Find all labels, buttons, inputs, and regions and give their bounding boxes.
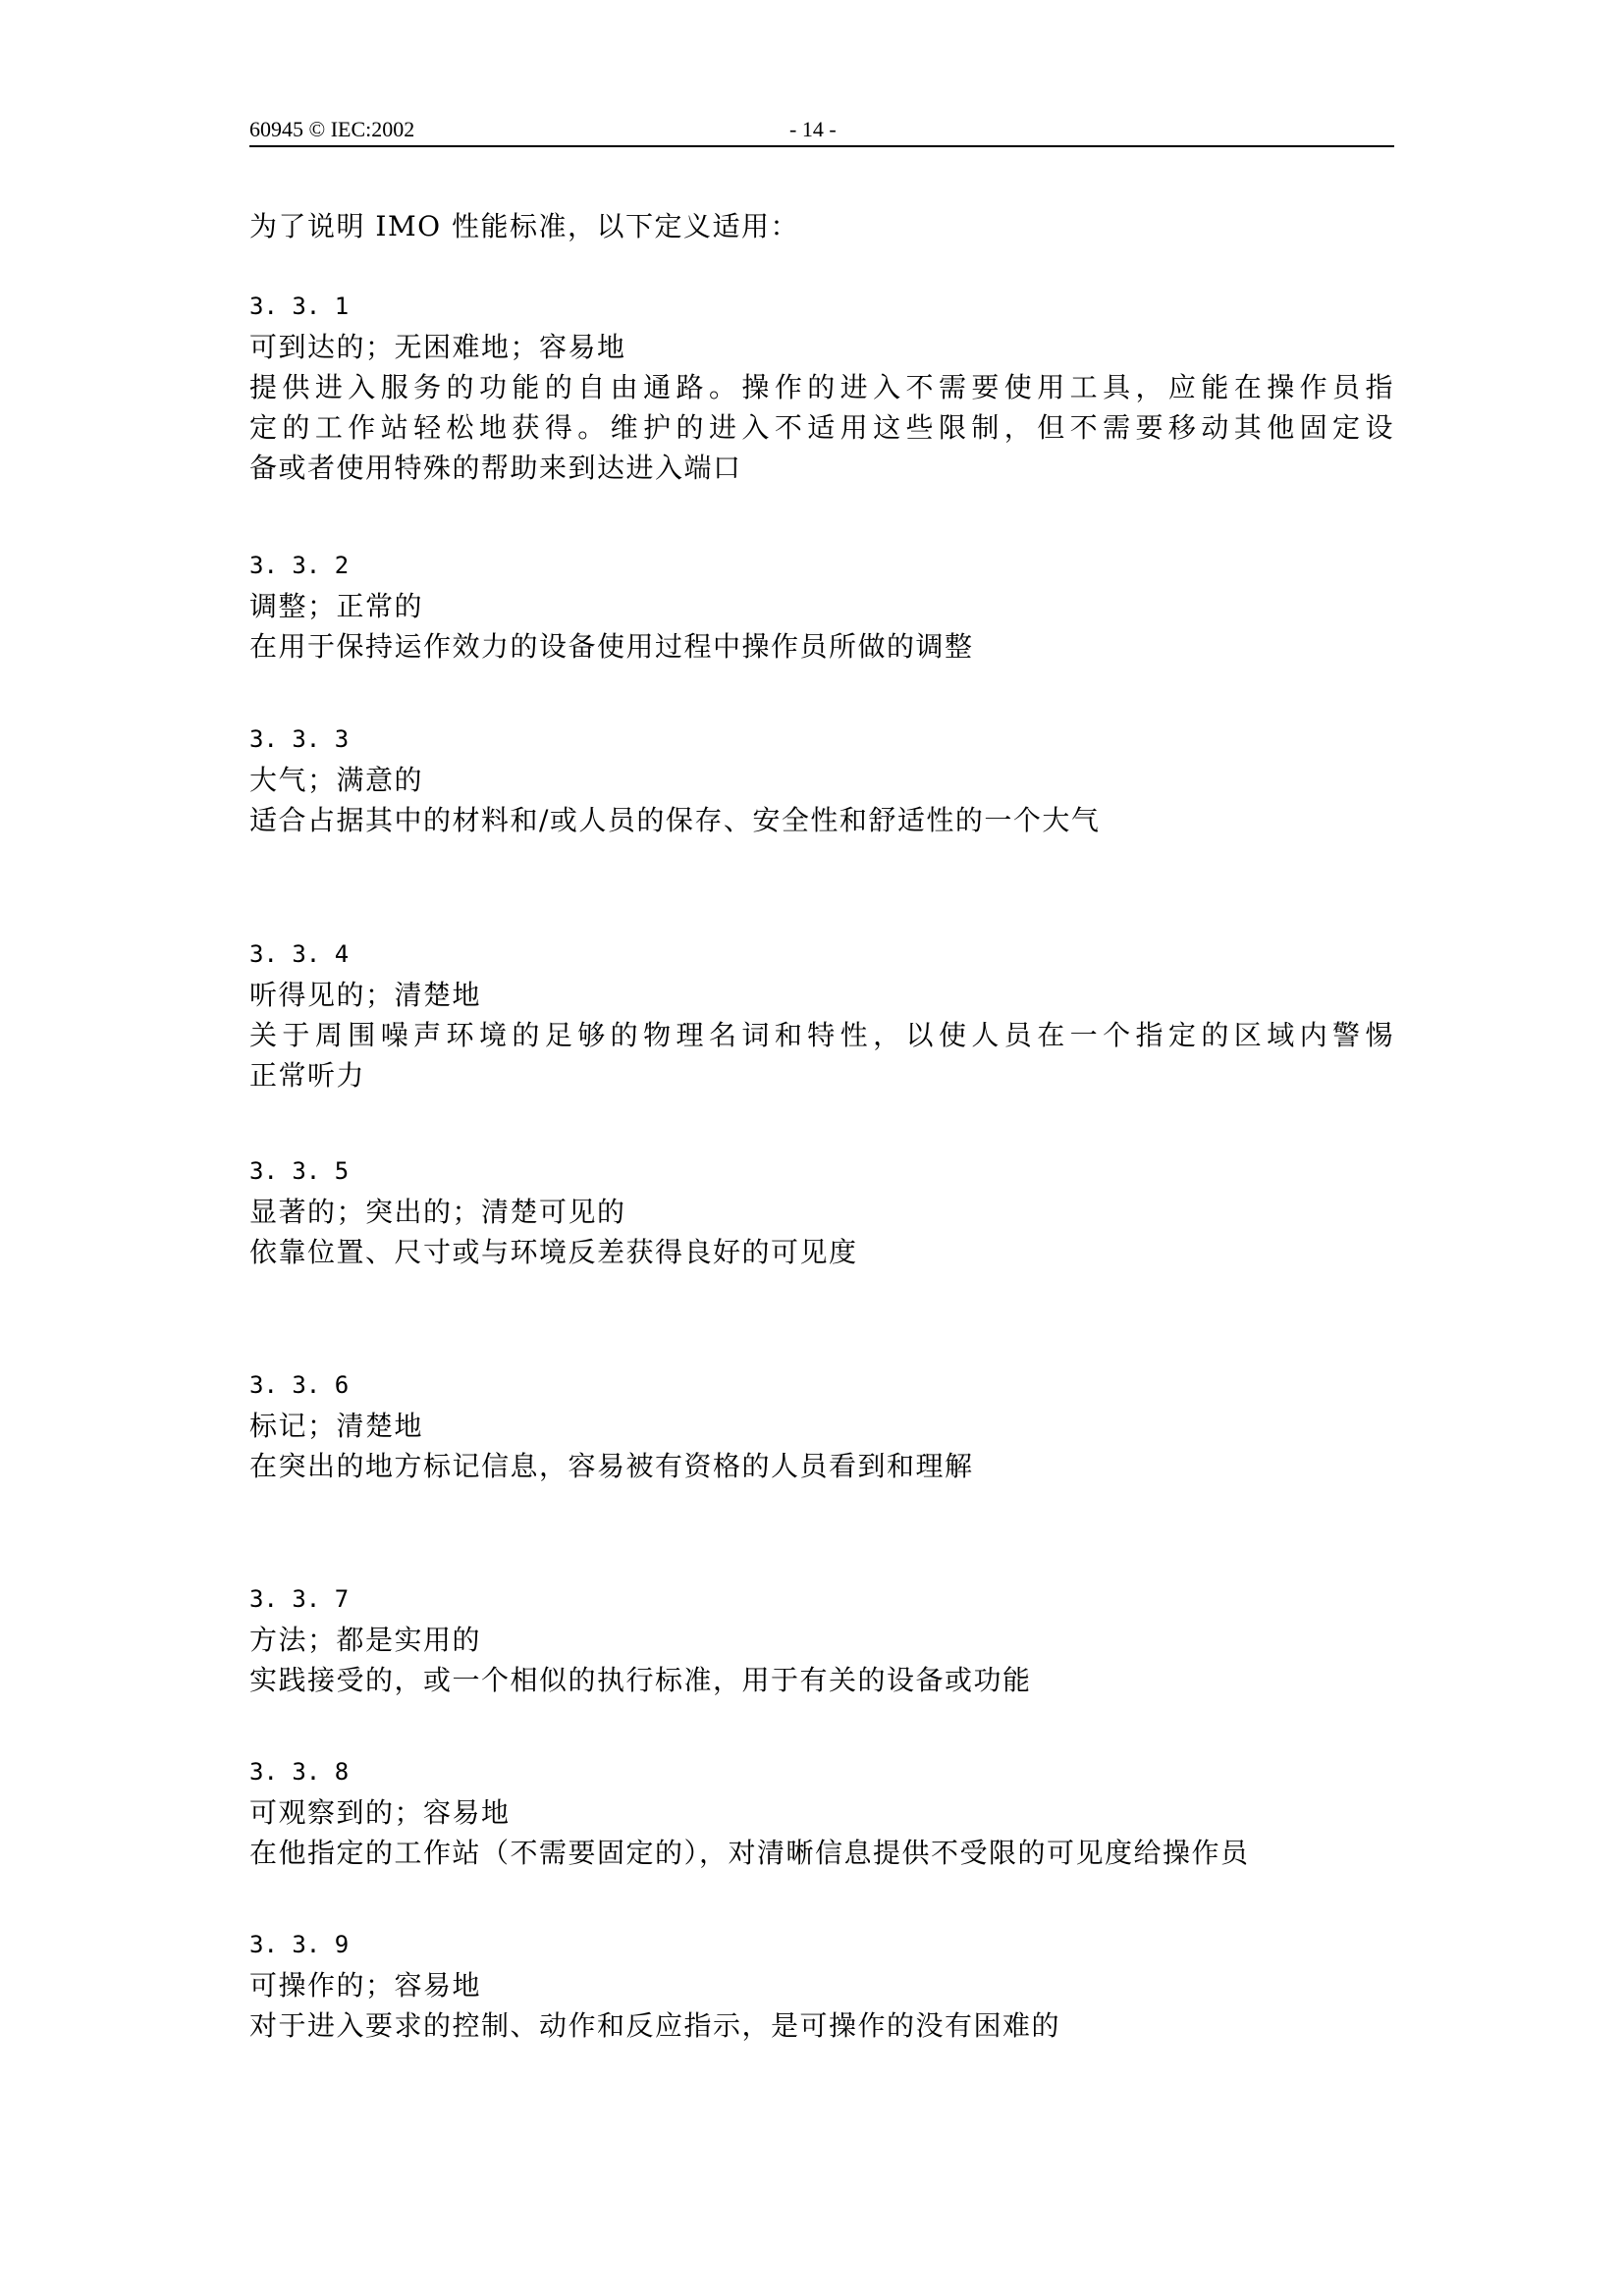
clause-definition-line: 在他指定的工作站（不需要固定的），对清晰信息提供不受限的可见度给操作员 — [249, 1837, 1250, 1869]
clause-term: 方法；都是实用的 — [249, 1624, 482, 1656]
clause-3-3-3 — [249, 720, 1100, 840]
clause-definition-line: 正常听力 — [249, 1059, 366, 1092]
clause-definition-line: 实践接受的，或一个相似的执行标准，用于有关的设备或功能 — [249, 1664, 1032, 1696]
clause-3-3-4 — [249, 934, 1394, 1095]
clause-term: 显著的；突出的；清楚可见的 — [249, 1196, 626, 1228]
clause-number: 3. 3. 8 — [249, 1758, 350, 1786]
clause-definition-line: 适合占据其中的材料和/或人员的保存、安全性和舒适性的一个大气 — [249, 804, 1101, 836]
clause-number: 3. 3. 4 — [249, 940, 350, 968]
clause-number: 3. 3. 3 — [249, 725, 350, 753]
page-number: - 14 - — [789, 117, 837, 141]
clause-definition-line: 提供进入服务的功能的自由通路。操作的进入不需要使用工具，应能在操作员指 — [249, 371, 1394, 403]
clause-definition-line: 依靠位置、尺寸或与环境反差获得良好的可见度 — [249, 1236, 858, 1268]
clause-definition-line: 关于周围噪声环境的足够的物理名词和特性，以使人员在一个指定的区域内警惕 — [249, 1019, 1394, 1051]
clause-term: 可操作的；容易地 — [249, 1969, 482, 2002]
clause-number: 3. 3. 6 — [249, 1371, 350, 1399]
clause-3-3-7 — [249, 1579, 1032, 1700]
clause-definition-line: 对于进入要求的控制、动作和反应指示，是可操作的没有困难的 — [249, 2009, 1061, 2042]
intro-text: 为了说明 IMO 性能标准，以下定义适用： — [249, 210, 799, 242]
clause-definition-line: 定的工作站轻松地获得。维护的进入不适用这些限制，但不需要移动其他固定设 — [249, 411, 1394, 444]
page-header — [249, 116, 1394, 147]
clause-3-3-6 — [249, 1365, 974, 1486]
clause-term: 听得见的；清楚地 — [249, 979, 482, 1011]
clause-number: 3. 3. 1 — [249, 293, 350, 320]
clause-number: 3. 3. 9 — [249, 1931, 350, 1958]
clause-definition-line: 备或者使用特殊的帮助来到达进入端口 — [249, 452, 742, 484]
clause-term: 标记；清楚地 — [249, 1410, 424, 1442]
clause-term: 可到达的；无困难地；容易地 — [249, 331, 626, 363]
clause-definition-line: 在突出的地方标记信息，容易被有资格的人员看到和理解 — [249, 1450, 974, 1482]
clause-term: 可观察到的；容易地 — [249, 1796, 511, 1829]
clause-term: 调整；正常的 — [249, 590, 424, 622]
header-rule — [249, 145, 1394, 147]
clause-definition-line: 在用于保持运作效力的设备使用过程中操作员所做的调整 — [249, 630, 974, 663]
clause-number: 3. 3. 5 — [249, 1157, 350, 1185]
document-id: 60945 © IEC:2002 — [249, 117, 415, 141]
clause-3-3-8 — [249, 1752, 1250, 1873]
clause-number: 3. 3. 2 — [249, 552, 350, 579]
clause-3-3-1 — [249, 287, 1394, 488]
clause-3-3-9 — [249, 1925, 1060, 2046]
clause-3-3-2 — [249, 546, 974, 667]
clause-3-3-5 — [249, 1151, 858, 1272]
clause-number: 3. 3. 7 — [249, 1585, 350, 1613]
clause-term: 大气；满意的 — [249, 764, 424, 796]
